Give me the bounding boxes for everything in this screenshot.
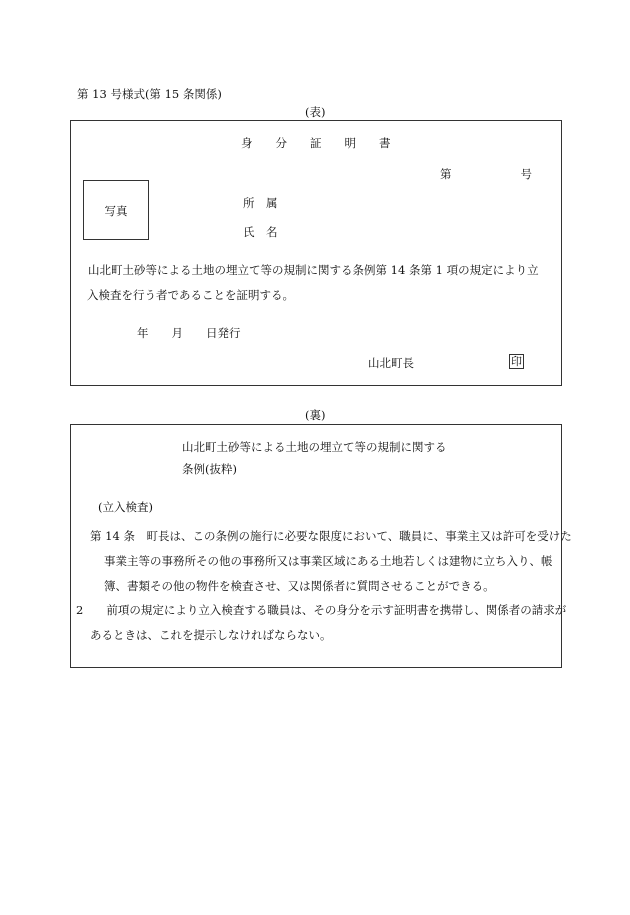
certification-statement: 山北町土砂等による土地の埋立て等の規制に関する条例第 14 条第 1 項の規定により立入検査を行う者であることを証明する。 (87, 263, 539, 302)
card-title: 身 分 証 明 書 (241, 136, 391, 150)
front-side-label: (表) (305, 105, 326, 119)
ordinance-title-line2: 条例(抜粋) (182, 462, 237, 476)
photo-box (83, 180, 149, 240)
back-side-label: (裏) (305, 408, 326, 422)
seal-mark: 印 (511, 355, 522, 368)
back-card (70, 424, 572, 668)
issuer: 山北町長 (368, 356, 414, 370)
article-14: 第 14 条 町長は、この条例の施行に必要な限度において、職員に、事業主又は許可を受けた事業主等の事務所その他の事務所又は事業区域にある土地若しくは建物に立ち入り、帳簿、書類その他の物件を検査させ、又は関係者に質問させることができる。 (90, 529, 572, 593)
ordinance-title-line1: 山北町土砂等による土地の埋立て等の規制に関する (182, 440, 447, 454)
photo-label: 写真 (104, 204, 128, 218)
form-number: 第 13 号様式(第 15 条関係) (77, 87, 222, 101)
article-14-paragraph-2: 2 前項の規定により立入検査する職員は、その身分を示す証明書を携帯し、関係者の請求があるときは、これを提示しなければならない。 (76, 603, 567, 642)
number-label: 第 号 (440, 167, 532, 181)
issue-date: 年 月 日発行 (137, 326, 241, 340)
front-card (70, 120, 562, 386)
section-heading: (立入検査) (98, 500, 153, 514)
name-label: 氏 名 (243, 225, 278, 239)
affiliation-label: 所 属 (243, 196, 278, 210)
